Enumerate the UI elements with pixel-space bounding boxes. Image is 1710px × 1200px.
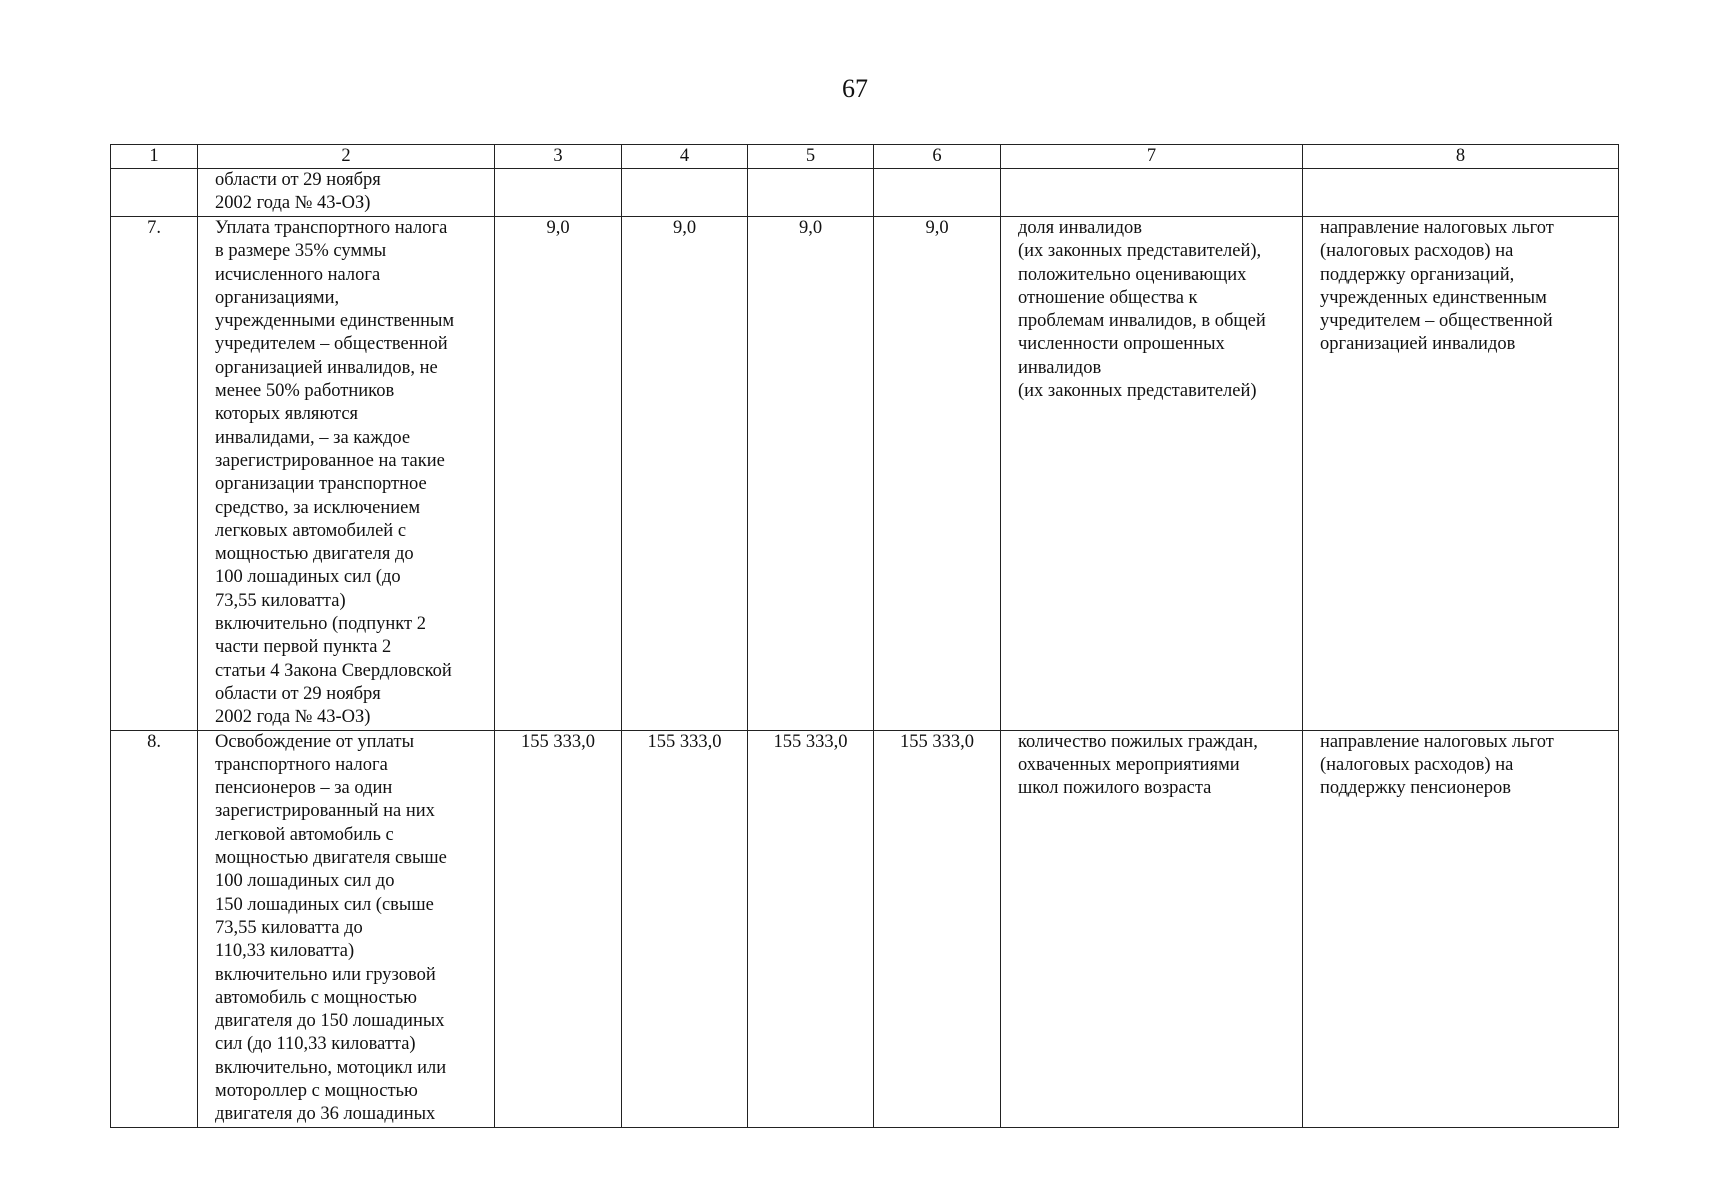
column-header-4: 4: [622, 145, 748, 169]
indicator-text: [1001, 169, 1303, 217]
table-row-7: [111, 217, 1619, 731]
value-col-3: 155 333,0: [495, 730, 622, 1127]
row-number: 7.: [111, 217, 198, 731]
benefits-table: [110, 144, 1619, 1128]
value-col-5: 155 333,0: [748, 730, 874, 1127]
table-row-continuation: [111, 169, 1619, 217]
page-number: 67: [842, 74, 868, 103]
value-col-5: [748, 169, 874, 217]
column-number-row: [111, 145, 1619, 169]
row-number: [111, 169, 198, 217]
direction-text: [1303, 169, 1619, 217]
indicator-text: количество пожилых граждан, охваченных мероприятиями школ пожилого возраста: [1001, 730, 1303, 1127]
column-header-6: 6: [874, 145, 1001, 169]
column-header-3: 3: [495, 145, 622, 169]
table-row-8: [111, 730, 1619, 1127]
column-header-7: 7: [1001, 145, 1303, 169]
value-col-4: 155 333,0: [622, 730, 748, 1127]
indicator-text: доля инвалидов (их законных представителей), положительно оценивающих отношение общества к проблемам инвалидов, в общей численности опрошенных инвалидов (их законных представителей): [1001, 217, 1303, 731]
value-col-3: 9,0: [495, 217, 622, 731]
column-header-5: 5: [748, 145, 874, 169]
direction-text: направление налоговых льгот (налоговых расходов) на поддержку организаций, учрежденных единственным учредителем – общественной организацией инвалидов: [1303, 217, 1619, 731]
value-col-4: [622, 169, 748, 217]
benefit-description: Освобождение от уплаты транспортного налога пенсионеров – за один зарегистрированный на них легковой автомобиль с мощностью двигателя свыше 100 лошадиных сил до 150 лошадиных сил (свыше 73,55 киловатта до 110,33 киловатта) включительно или грузовой автомобиль с мощностью двигателя до 150 лошадиных сил (до 110,33 киловатта) включительно, мотоцикл или мотороллер с мощностью двигателя до 36 лошадиных: [198, 730, 495, 1127]
benefit-description: области от 29 ноября 2002 года № 43-ОЗ): [198, 169, 495, 217]
benefit-description: Уплата транспортного налога в размере 35% суммы исчисленного налога организациями, учрежденными единственным учредителем – общественной организацией инвалидов, не менее 50% работников которых являются инвалидами, – за каждое зарегистрированное на такие организации транспортное средство, за исключением легковых автомобилей с мощностью двигателя до 100 лошадиных сил (до 73,55 киловатта) включительно (подпункт 2 части первой пункта 2 статьи 4 Закона Свердловской области от 29 ноября 2002 года № 43-ОЗ): [198, 217, 495, 731]
column-header-8: 8: [1303, 145, 1619, 169]
value-col-6: 155 333,0: [874, 730, 1001, 1127]
value-col-3: [495, 169, 622, 217]
value-col-6: 9,0: [874, 217, 1001, 731]
column-header-2: 2: [198, 145, 495, 169]
value-col-5: 9,0: [748, 217, 874, 731]
value-col-6: [874, 169, 1001, 217]
column-header-1: 1: [111, 145, 198, 169]
row-number: 8.: [111, 730, 198, 1127]
direction-text: направление налоговых льгот (налоговых расходов) на поддержку пенсионеров: [1303, 730, 1619, 1127]
value-col-4: 9,0: [622, 217, 748, 731]
